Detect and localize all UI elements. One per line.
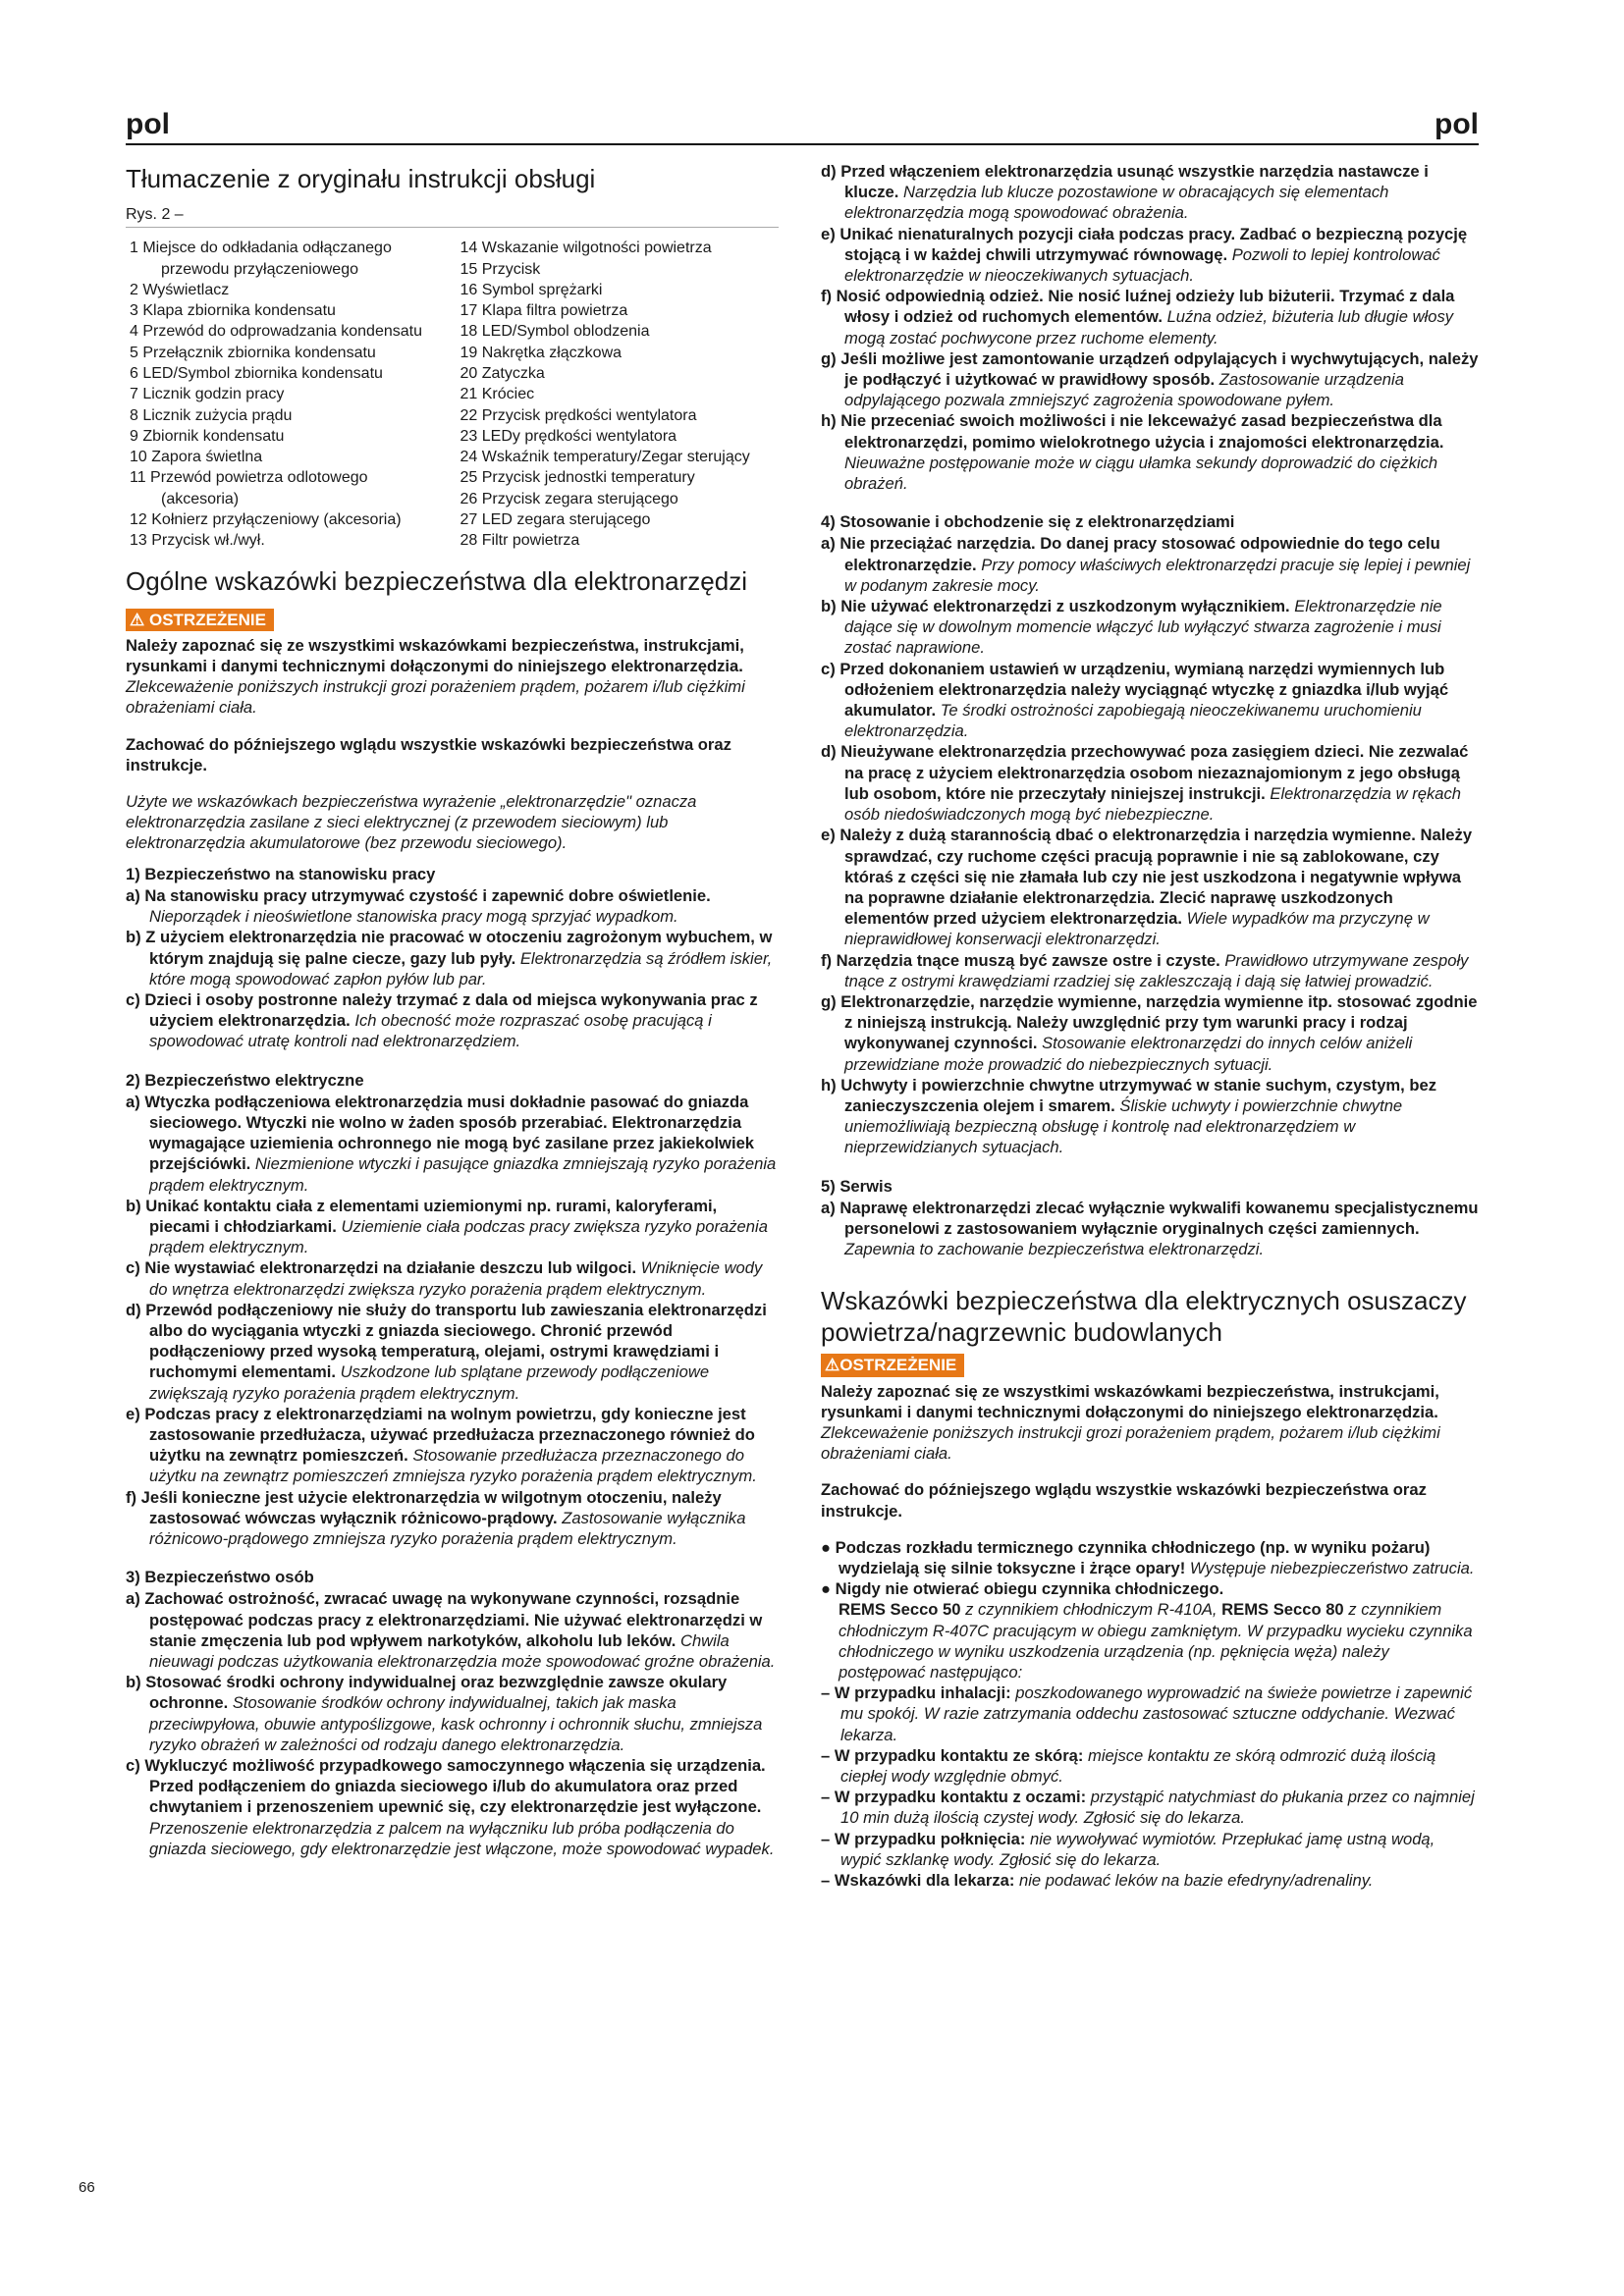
rule-4d: d) Nieużywane elektronarzędzia przechowywać poza zasięgiem dzieci. Nie zezwalać na pracę z użyciem elektronarzędzia osobom niezaznajomionym z jego obsługą lub osobom, które nie przeczytały niniejszej instrukcji. Elektronarzędzia w rękach osób niedoświadczonych mogą być niebezpieczne. [821,742,1469,825]
left-column [126,161,779,1859]
figure-caption: Rys. 2 – [126,204,779,228]
rule-4c: c) Przed dokonaniem ustawień w urządzeniu, wymianą narzędzi wymiennych lub odłożeniem elektronarzędzia należy wyciągnąć wtyczkę z gniazdka i/lub wyjąć akumulator. Te środki ostrożności zapobiegają nieoczekiwanemu uruchomieniu elektronarzędzia. [821,659,1449,741]
rule-4f: f) Narzędzia tnące muszą być zawsze ostre i czyste. Prawidłowo utrzymywane zespoły tnące z ostrymi krawędziami rzadziej się zakleszczają i dają się łatwiej prowadzić. [821,950,1469,990]
warning-badge [126,609,274,631]
legend-item: 5 Przełącznik zbiornika kondensatu [130,344,376,361]
legend-item: 27 LED zegara sterującego [460,511,651,529]
legend-item: 21 Króciec [460,386,535,403]
section-4-heading: 4) Stosowanie i obchodzenie się z elektronarzędziami [821,512,1235,532]
legend-item: 9 Zbiornik kondensatu [130,427,285,445]
first-aid-swallowing: – W przypadku połknięcia: nie wywoływać wymiotów. Przepłukać jamę ustną wodą, wypić szklankę wody. Zgłosić się do lekarza. [821,1829,1435,1869]
rule-3d: d) Przed włączeniem elektronarzędzia usunąć wszystkie narzędzia nastawcze i klucze. Narzędzia lub klucze pozostawione w obracających się elementach elektronarzędzia mogą spowodować obrażenia. [821,162,1429,223]
header-language-left: pol [126,108,170,140]
rule-2c: c) Nie wystawiać elektronarzędzi na działanie deszczu lub wilgoci. Wniknięcie wody do wnętrza elektronarzędzi zwiększa ryzyko porażenia prądem elektrycznym. [126,1258,763,1299]
legend-item: 16 Symbol sprężarki [460,281,603,298]
rule-4g: g) Elektronarzędzie, narzędzie wymienne, narzędzia wymienne itp. stosować zgodnie z niniejszą instrukcją. Należy uwzględnić przy tym warunki pracy i rodzaj wykonywanej czynności. Stosowanie elektronarzędzi do innych celów aniżeli przewidziane może prowadzić do niebezpiecznych sytuacji. [821,991,1478,1074]
legend-item: 19 Nakrętka złączkowa [460,344,623,361]
legend-item: 24 Wskaźnik temperatury/Zegar sterujący [460,449,750,466]
legend-item: 20 Zatyczka [460,364,545,382]
legend-item: 25 Przycisk jednostki temperatury [460,469,695,487]
page-number: 66 [79,2179,95,2196]
warning-triangle-icon: ⚠ [130,610,149,629]
section-3-heading: 3) Bezpieczeństwo osób [126,1568,314,1587]
rule-1c: c) Dzieci i osoby postronne należy trzymać z dala od miejsca wykonywania prac z użyciem elektronarzędzia. Ich obecność może rozpraszać osobę pracującą i spowodować utratę kontroli nad elektronarzędziem. [126,989,758,1051]
legend-item: 12 Kołnierz przyłączeniowy (akcesoria) [130,511,402,529]
legend-item: 10 Zapora świetlna [130,449,263,466]
rule-3b: b) Stosować środki ochrony indywidualnej oraz bezwzględnie zawsze okulary ochronne. Stosowanie środków ochrony indywidualnej, takich jak maska przeciwpyłowa, obuwie antypoślizgowe, kask ochronny i ochronnik słuchu, zmniejsza ryzyko obrażeń w zależności od rodzaju danego elektronarzędzia. [126,1673,763,1754]
first-aid-eyes: – W przypadku kontaktu z oczami: przystąpić natychmiast do płukania przez co najmniej 10 min dużą ilością czystej wody. Zgłosić się do lekarza. [821,1788,1475,1828]
rule-2b: b) Unikać kontaktu ciała z elementami uziemionymi np. rurami, kaloryferami, piecami i chłodziarkami. Uziemienie ciała podczas pracy zwiększa ryzyko porażenia prądem elektrycznym. [126,1196,768,1257]
legend-item: 13 Przycisk wł./wył. [130,532,265,550]
term-definition: Użyte we wskazówkach bezpieczeństwa wyrażenie „elektronarzędzie" oznacza elektronarzędzia zasilane z sieci elektrycznej (z przewodem sieciowym) lub elektronarzędzia akumulatorowe (bez przewodu sieciowego). [126,792,697,853]
rule-2f: f) Jeśli konieczne jest użycie elektronarzędzia w wilgotnym otoczeniu, należy zastosować wówczas wyłącznik różnicowo-prądowy. Zastosowanie wyłącznika różnicowo-prądowego zmniejsza ryzyko porażenia prądem elektrycznym. [126,1487,746,1548]
rule-5a: a) Naprawę elektronarzędzi zlecać wyłącznie wykwalifi kowanemu specjalistycznemu personelowi z zastosowaniem wyłącznie oryginalnych części zamiennych. Zapewnia to zachowanie bezpieczeństwa elektronarzędzi. [821,1198,1479,1259]
translation-title: Tłumaczenie z oryginału instrukcji obsługi [126,164,596,193]
right-column [821,161,1479,1891]
intro-bold: Należy zapoznać się ze wszystkimi wskazówkami bezpieczeństwa, instrukcjami, rysunkami i danymi technicznymi dołączonymi do niniejszego elektronarzędzia. [126,635,744,676]
rule-3e: e) Unikać nienaturalnych pozycji ciała podczas pracy. Zadbać o bezpieczną pozycję stojącą i w każdej chwili utrzymywać równowagę. Pozwoli to lepiej kontrolować elektronarzędzie w nieoczekiwanych sytuacjach. [821,224,1468,286]
bullet-dot-icon: ● [821,1537,836,1557]
legend-item: 8 Licznik zużycia prądu [130,406,293,424]
legend-item: 14 Wskazanie wilgotności powietrza [460,240,712,257]
legend-item: 18 LED/Symbol oblodzenia [460,323,650,341]
section-2-heading: 2) Bezpieczeństwo elektryczne [126,1070,364,1090]
legend-item: 7 Licznik godzin pracy [130,386,285,403]
legend-item: 28 Filtr powietrza [460,532,580,550]
legend-item: 17 Klapa filtra powietrza [460,302,628,320]
rule-1b: b) Z użyciem elektronarzędzia nie pracować w otoczeniu zagrożonym wybuchem, w którym znajdują się palne ciecze, gazy lub pyły. Elektronarzędzia są źródłem iskier, które mogą spowodować zapłon pyłów lub par. [126,928,773,988]
rule-3g: g) Jeśli możliwe jest zamontowanie urządzeń odpylających i wychwytujących, należy je podłączyć i użytkować w prawidłowy sposób. Zastosowanie urządzenia odpylającego pozwala zmniejszyć zagrożenia spowodowane pyłem. [821,348,1479,410]
keep-instructions-2: Zachować do późniejszego wglądu wszystkie wskazówki bezpieczeństwa oraz instrukcje. [821,1480,1427,1521]
warning-badge-2 [821,1354,964,1376]
rule-4h: h) Uchwyty i powierzchnie chwytne utrzymywać w stanie suchym, czystym, bez zanieczyszczenia olejem i smarem. Śliskie uchwyty i powierzchnie chwytne uniemożliwiają bezpieczną obsługę i kontrolę nad elektronarzędziem w nieprzewidzianych sytuacjach. [821,1075,1437,1157]
figure-legend [126,238,779,551]
rule-3a: a) Zachować ostrożność, zwracać uwagę na wykonywane czynności, rozsądnie postępować podczas pracy z elektronarzędziami. Nie używać elektronarzędzi w stanie zmęczenia lub pod wpływem narkotyków, alkoholu lub leków. Chwila nieuwagi podczas użytkowania elektronarzędzia może spowodować groźne obrażenia. [126,1589,776,1671]
rule-2e: e) Podczas pracy z elektronarzędziami na wolnym powietrzu, gdy konieczne jest zastosowanie przedłużacza, używać przedłużacza przeznaczonego również do użytku na zewnątrz pomieszczeń. Stosowanie przedłużacza przeznaczonego do użytku na zewnątrz pomieszczeń zmniejsza ryzyko porażenia prądem elektrycznym. [126,1404,757,1486]
bullet-dot-icon: ● [821,1579,836,1599]
legend-column-1 [126,238,449,551]
first-aid-skin: – W przypadku kontaktu ze skórą: miejsce kontaktu ze skórą odmrozić dużą ilością ciepłej wody względnie obmyć. [821,1745,1436,1787]
intro-text-2: Należy zapoznać się ze wszystkimi wskazówkami bezpieczeństwa, instrukcjami, rysunkami i danymi technicznymi dołączonymi do niniejszego elektronarzędzia. Zlekceważenie poniższych instrukcji grozi porażeniem prądem, pożarem i/lub ciężkimi obrażeniami ciała. [821,1381,1440,1464]
section-5-heading: 5) Serwis [821,1176,893,1196]
legend-item: 22 Przycisk prędkości wentylatora [460,406,697,424]
warning-label: OSTRZEŻENIE [148,610,266,629]
rule-4b: b) Nie używać elektronarzędzi z uszkodzonym wyłącznikiem. Elektronarzędzie nie dające się w dowolnym momencie włączyć lub wyłączyć stwarza zagrożenie i musi zostać naprawione. [821,597,1442,658]
rule-3h: h) Nie przeceniać swoich możliwości i nie lekceważyć zasad bezpieczeństwa dla elektronarzędzi, pomimo wielokrotnego użycia i znajomości elektronarzędzia. Nieuważne postępowanie może w ciągu ułamka sekundy doprowadzić do ciężkich obrażeń. [821,411,1444,494]
warning-label-2: OSTRZEŻENIE [839,1356,957,1375]
intro-italic: Zlekceważenie poniższych instrukcji grozi porażeniem prądem, pożarem i/lub ciężkimi obrażeniami ciała. [126,677,745,718]
rule-3c: c) Wykluczyć możliwość przypadkowego samoczynnego włączenia się urządzenia. Przed podłączeniem do gniazda sieciowego i/lub do akumulatora oraz przed chwytaniem i przenoszeniem upewnić się, czy elektronarzędzie jest wyłączone. Przenoszenie elektronarzędzia z palcem na wyłączniku lub próba podłączenia do gniazda sieciowego, gdy elektronarzędzie jest włączone, może spowodować wypadek. [126,1756,775,1858]
first-aid-inhalation: – W przypadku inhalacji: poszkodowanego wyprowadzić na świeże powietrze i zapewnić mu spokój. W razie zatrzymania oddechu zastosować sztuczne oddychanie. Wezwać lekarza. [821,1683,1473,1744]
warning-triangle-icon: ⚠ [825,1356,840,1375]
keep-instructions: Zachować do późniejszego wglądu wszystkie wskazówki bezpieczeństwa oraz instrukcje. [126,734,731,774]
legend-item: 2 Wyświetlacz [130,281,230,298]
rule-4a: a) Nie przeciążać narzędzia. Do danej pracy stosować odpowiednie do tego celu elektronarzędzie. Przy pomocy właściwych elektronarzędzi pracuje się lepiej i pewniej w podanym zakresie mocy. [821,534,1471,595]
legend-item: 1 Miejsce do odkładania odłączanego przewodu przyłączeniowego [130,240,392,278]
legend-item: 15 Przycisk [460,260,541,278]
rule-3f: f) Nosić odpowiednią odzież. Nie nosić luźnej odzieży lub biżuterii. Trzymać z dala włosy i odzież od ruchomych elementów. Luźna odzież, biżuteria lub długie włosy mogą zostać pochwycone przez ruchome elementy. [821,287,1455,347]
legend-item: 23 LEDy prędkości wentylatora [460,427,677,445]
intro-text [126,635,779,719]
doctor-notes: – Wskazówki dla lekarza: nie podawać leków na bazie efedryny/adrenaliny. [821,1871,1374,1891]
legend-item: 3 Klapa zbiornika kondensatu [130,302,336,320]
section-1-heading: 1) Bezpieczeństwo na stanowisku pracy [126,864,436,883]
rule-4e: e) Należy z dużą starannością dbać o elektronarzędzia i narzędzia wymienne. Należy sprawdzać, czy ruchome części pracują poprawnie i nie są zablokowane, czy któraś z części się nie złamała lub czy nie jest uszkodzona i negatywnie wpływa na poprawne działanie elektronarzędzia. Zlecić naprawę uszkodzonych elementów przed użyciem elektronarzędzia. Wiele wypadków ma przyczynę w nieprawidłowej konserwacji elektronarzędzi. [821,826,1473,949]
legend-item: 6 LED/Symbol zbiornika kondensatu [130,364,383,382]
header-rule [126,143,1479,145]
bullet-toxic-vapours: ● Podczas rozkładu termicznego czynnika chłodniczego (np. w wyniku pożaru) wydzielają się silnie toksyczne i żrące opary! Występuje niebezpieczeństwo zatrucia. [821,1537,1475,1577]
bullet-refrigerant-circuit: ● Nigdy nie otwierać obiegu czynnika chłodniczego. REMS Secco 50 z czynnikiem chłodniczym R-410A, REMS Secco 80 z czynnikiem chłodniczym R-407C pracującym w obiegu zamkniętym. W przypadku wycieku czynnika chłodniczego w wyniku uszkodzenia urządzenia (np. pęknięcia węża) należy postępować następująco: [821,1579,1473,1682]
legend-item: 11 Przewód powietrza odlotowego (akcesoria) [130,469,368,507]
legend-item: 4 Przewód do odprowadzania kondensatu [130,323,422,341]
general-safety-heading: Ogólne wskazówki bezpieczeństwa dla elektronarzędzi [126,565,747,596]
legend-column-2 [457,238,780,551]
legend-item: 26 Przycisk zegara sterującego [460,490,678,507]
header-language-right: pol [1435,108,1479,140]
rule-1a: a) Na stanowisku pracy utrzymywać czystość i zapewnić dobre oświetlenie. Nieporządek i nieoświetlone stanowiska pracy mogą sprzyjać wypadkom. [126,885,711,927]
dryer-safety-heading: Wskazówki bezpieczeństwa dla elektrycznych osuszaczy powietrza/nagrzewnic budowlanych [821,1286,1467,1348]
rule-2d: d) Przewód podłączeniowy nie służy do transportu lub zawieszania elektronarzędzi albo do wyciągania wtyczki z gniazda sieciowego. Chronić przewód podłączeniowy przed wysoką temperaturą, olejami, ostrymi krawędziami i ruchomymi elementami. Uszkodzone lub splątane przewody podłączeniowe zwiększają ryzyko porażenia prądem elektrycznym. [126,1300,767,1403]
rule-2a: a) Wtyczka podłączeniowa elektronarzędzia musi dokładnie pasować do gniazda sieciowego. Wtyczki nie wolno w żaden sposób przerabiać. Elektronarzędzia wymagające uziemienia ochronnego nie mogą być zasilane przez jakiekolwiek przejściówki. Niezmienione wtyczki i pasujące gniazdka zmniejszają ryzyko porażenia prądem elektrycznym. [126,1092,777,1195]
